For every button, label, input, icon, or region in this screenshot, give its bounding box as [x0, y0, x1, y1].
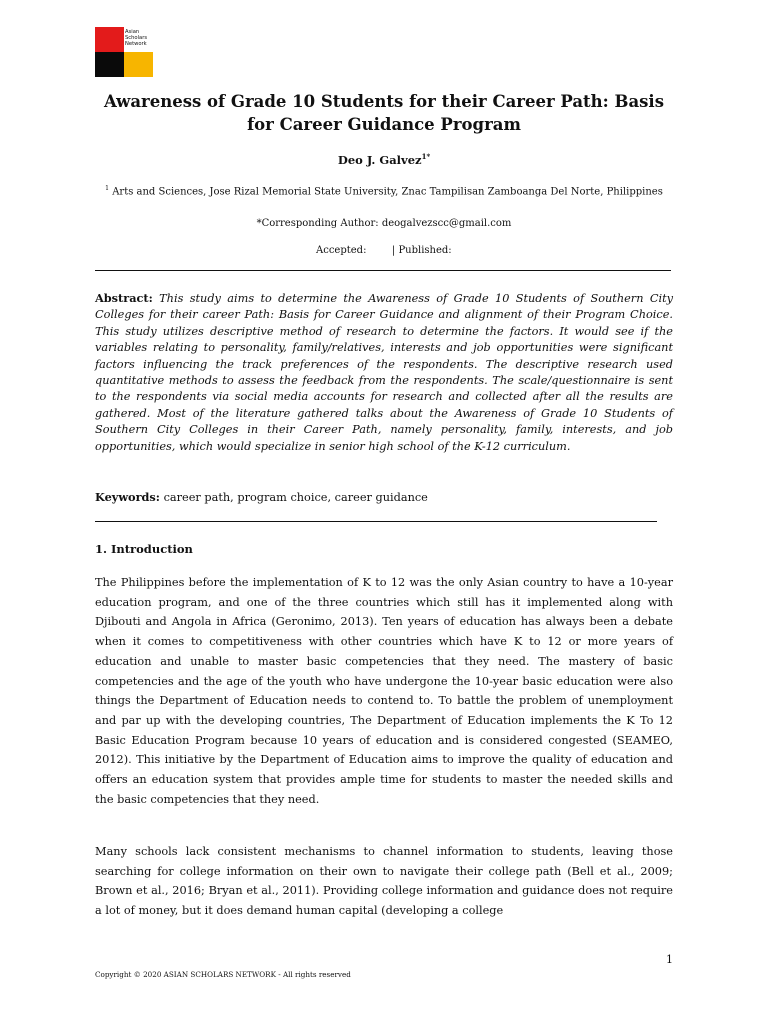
divider	[95, 270, 671, 271]
copyright-footer: Copyright © 2020 ASIAN SCHOLARS NETWORK - All rights reserved	[95, 970, 351, 979]
affiliation	[90, 185, 678, 197]
logo-red-square	[95, 27, 124, 52]
publisher-logo	[95, 27, 153, 77]
published-label: | Published:	[391, 245, 452, 256]
section-heading: 1. Introduction	[95, 542, 193, 556]
author-superscript: 1*	[421, 152, 431, 161]
corresponding-author: *Corresponding Author: deogalvezscc@gmail.com	[256, 218, 512, 229]
body-paragraph: The Philippines before the implementation of K to 12 was the only Asian country to have a 10-year education program, and one of the three countries which still has it implemented along with Djibouti and Angola in Africa (Geronimo, 2013). Ten years of education has always been a debate when it comes to competitiveness with other countries which have K to 12 or more years of education and unable to master basic competencies that they need. The mastery of basic competencies and the age of the youth who have undergone the 10-year basic education were also things the Department of Education needs to contend to. To battle the problem of unemployment and par up with the developing countries, The Department of Education implements the K To 12 Basic Education Program because 10 years of education and is considered congested (SEAMEO, 2012). This initiative by the Department of Education aims to improve the quality of education and offers an education system that provides ample time for students to master the needed skills and the basic competencies that they need.	[95, 576, 673, 806]
page-number: 1	[666, 953, 673, 966]
affiliation-text: Arts and Sciences, Jose Rizal Memorial State University, Znac Tampilisan Zamboanga Del Norte, Philippines	[112, 186, 663, 198]
logo-text	[125, 29, 153, 47]
logo-line: Scholars	[125, 35, 148, 41]
keywords	[95, 490, 428, 504]
keywords-label: Keywords:	[95, 490, 160, 504]
logo-line: Network	[125, 41, 147, 47]
abstract-label: Abstract:	[95, 291, 153, 305]
affiliation-superscript: 1	[105, 185, 109, 192]
logo-black-square	[95, 52, 124, 77]
logo-yellow-square	[124, 52, 153, 77]
keywords-text: career path, program choice, career guidance	[163, 491, 428, 504]
body-paragraph: Many schools lack consistent mechanisms to channel information to students, leaving those searching for college information on their own to navigate their college path (Bell et al., 2009; Brown et al., 2016; Bryan et al., 2011). Providing college information and guidance does not require a lot of money, but it does demand human capital (developing a college	[95, 845, 673, 918]
paper-title: Awareness of Grade 10 Students for their Career Path: Basis for Career Guidance Program	[104, 92, 664, 134]
divider	[95, 521, 657, 522]
dates-line	[316, 245, 452, 256]
author-line	[90, 152, 678, 167]
abstract-text: This study aims to determine the Awareness of Grade 10 Students of Southern City Colleges for their career Path: Basis for Career Guidance and alignment of their Program Choice. This study utilizes descriptive method of research to determine the factors. It would see if the variables relating to personality, family/relatives, interests and job opportunities were significant factors influencing the track preferences of the respondents. The descriptive research used quantitative methods to assess the feedback from the respondents. The scale/questionnaire is sent to the respondents via social media accounts for research and collected after all the results are gathered. Most of the literature gathered talks about the Awareness of Grade 10 Students of Southern City Colleges in their Career Path, namely personality, family, interests, and job opportunities, which would specialize in senior high school of the K-12 curriculum.	[95, 292, 674, 453]
abstract	[95, 290, 673, 455]
accepted-label: Accepted:	[316, 245, 367, 256]
author-name: Deo J. Galvez	[337, 152, 422, 167]
logo-line: Asian	[125, 29, 140, 35]
